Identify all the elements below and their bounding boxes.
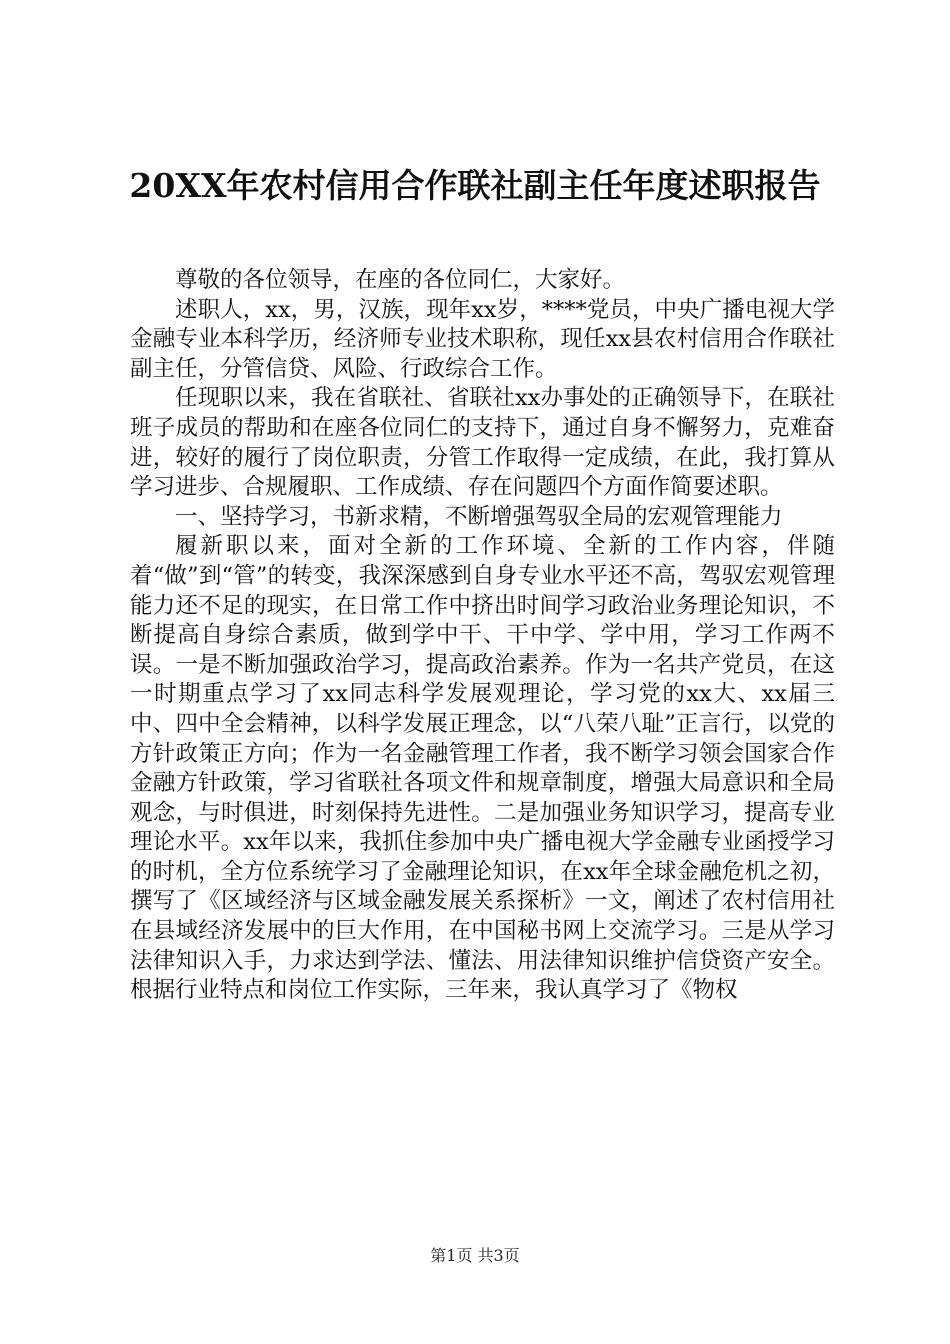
document-title: 20XX年农村信用合作联社副主任年度述职报告 bbox=[129, 166, 821, 205]
document-body bbox=[130, 266, 835, 1006]
paragraph-greeting: 尊敬的各位领导，在座的各位同仁，大家好。 bbox=[175, 267, 626, 293]
page-footer: 第1页 共3页 bbox=[430, 1246, 520, 1265]
paragraph-personal-info: 述职人，xx，男，汉族，现年xx岁，****党员，中央广播电视大学金融专业本科学历，经济师专业技术职称，现任xx县农村信用合作联社副主任，分管信贷、风险、行政综合工作。 bbox=[130, 296, 835, 382]
section-heading-1: 一、坚持学习，书新求精，不断增强驾驭全局的宏观管理能力 bbox=[175, 503, 783, 530]
paragraph-study: 履新职以来，面对全新的工作环境、全新的工作内容，伴随着“做”到“管”的转变，我深深感到自身专业水平还不高，驾驭宏观管理能力还不足的现实，在日常工作中挤出时间学习政治业务理论知识，不断提高自身综合素质，做到学中干、干中学、学中用，学习工作两不误。一是不断加强政治学习，提高政治素养。作为一名共产党员，在这一时期重点学习了xx同志科学发展观理论，学习党的xx大、xx届三中、四中全会精神，以科学发展正理念，以“八荣八耻”正言行，以党的方针政策正方向；作为一名金融管理工作者，我不断学习领会国家合作金融方针政策，学习省联社各项文件和规章制度，增强大局意识和全局观念，与时俱进，时刻保持先进性。二是加强业务知识学习，提高专业理论水平。xx年以来，我抓住参加中央广播电视大学金融专业函授学习的时机，全方位系统学习了金融理论知识，在xx年全球金融危机之初，撰写了《区域经济与区域金融发展关系探析》一文，阐述了农村信用社在县域经济发展中的巨大作用，在中国秘书网上交流学习。三是从学习法律知识入手，力求达到学法、懂法、用法律知识维护信贷资产安全。根据行业特点和岗位工作实际，三年来，我认真学习了《物权 bbox=[130, 533, 835, 1004]
paragraph-intro: 任现职以来，我在省联社、省联社xx办事处的正确领导下，在联社班子成员的帮助和在座各位同仁的支持下，通过自身不懈努力，克难奋进，较好的履行了岗位职责，分管工作取得一定成绩，在此，我打算从学习进步、合规履职、工作成绩、存在问题四个方面作简要述职。 bbox=[130, 385, 835, 501]
